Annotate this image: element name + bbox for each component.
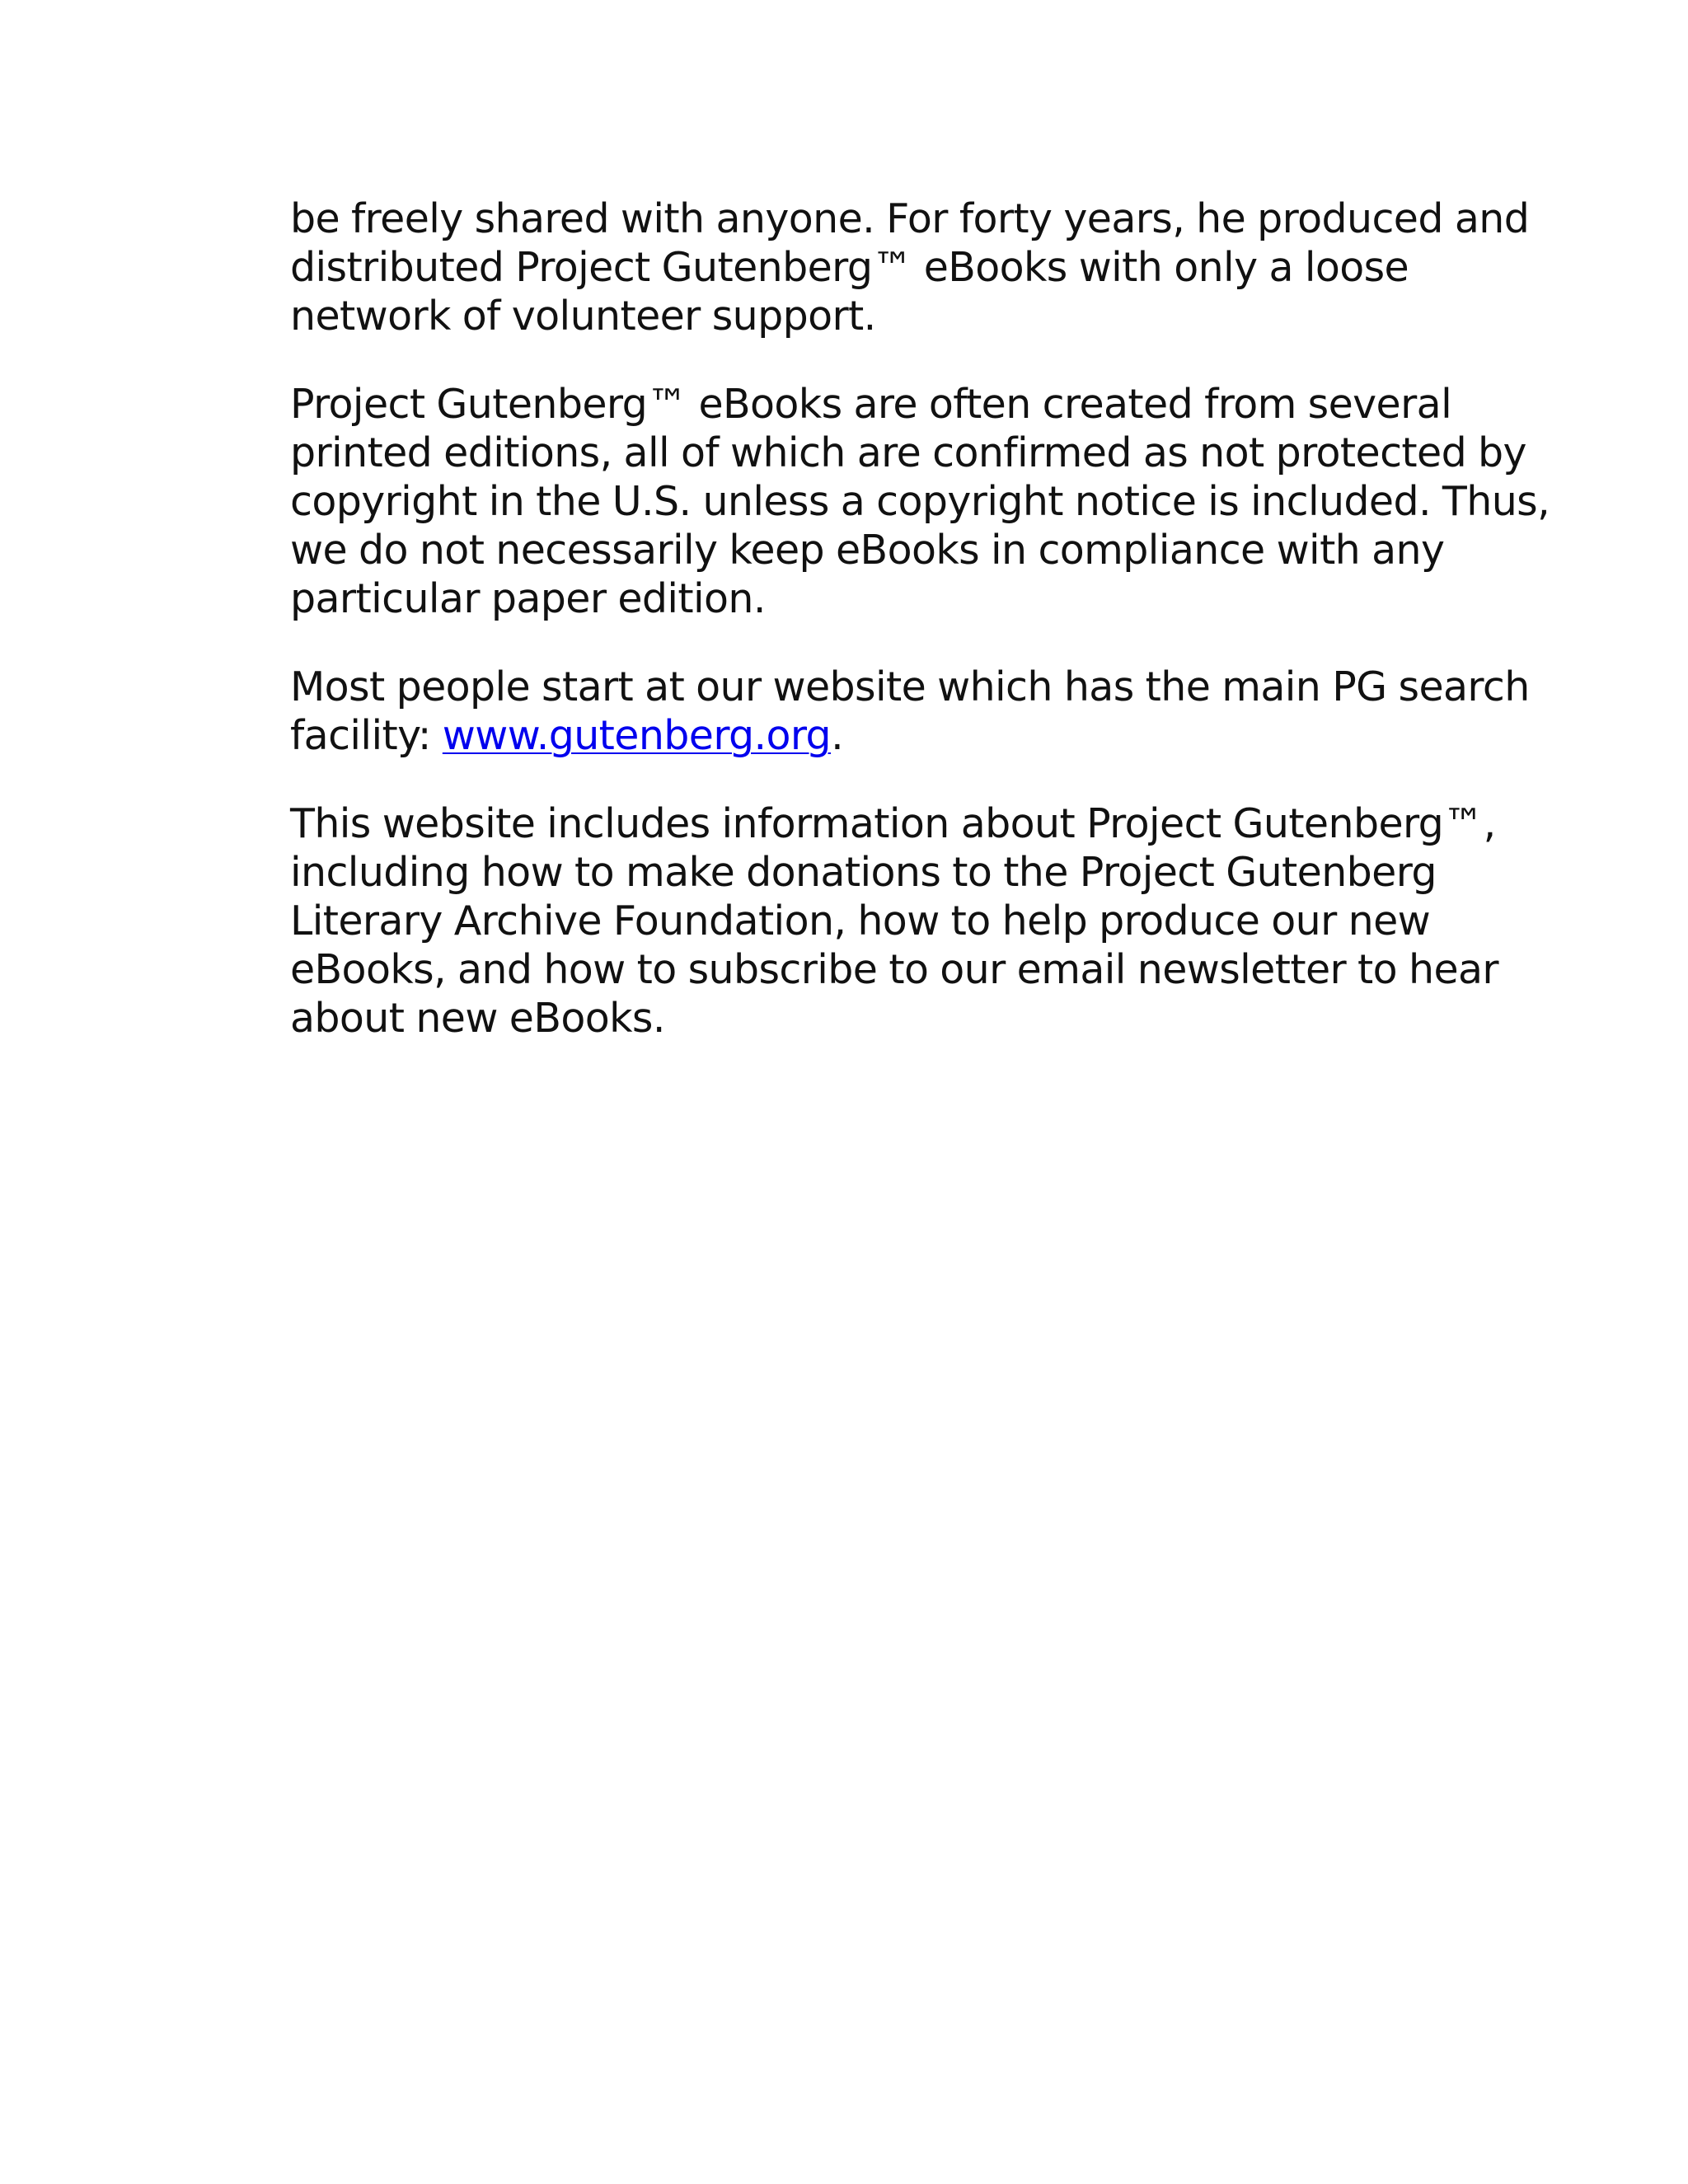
text-line: Literary Archive Foundation, how to help produce our new xyxy=(290,898,1431,944)
text-line: be freely shared with anyone. For forty years, he produced and xyxy=(290,195,1530,242)
text-line: about new eBooks. xyxy=(290,995,665,1042)
text-line: Most people start at our website which has the main PG search xyxy=(290,663,1530,710)
text-line: copyright in the U.S. unless a copyright notice is included. Thus, xyxy=(290,478,1550,525)
text-line: printed editions, all of which are confirmed as not protected by xyxy=(290,429,1526,476)
paragraph-website xyxy=(290,663,1530,760)
text-line: we do not necessarily keep eBooks in compliance with any xyxy=(290,527,1445,574)
text-line: This website includes information about Project Gutenberg™, xyxy=(290,800,1496,847)
text-line: Project Gutenberg™ eBooks are often created from several xyxy=(290,381,1452,428)
text-line: network of volunteer support. xyxy=(290,293,876,340)
paragraph-website-info xyxy=(290,799,1498,1043)
text-line-with-link xyxy=(290,711,1444,760)
text-line: distributed Project Gutenberg™ eBooks with only a loose xyxy=(290,244,1409,291)
link-suffix: . xyxy=(831,712,844,759)
link-prefix: facility: xyxy=(290,712,443,759)
text-line: including how to make donations to the Project Gutenberg xyxy=(290,849,1437,896)
paragraph-editions xyxy=(290,380,1550,623)
text-line: eBooks, and how to subscribe to our email newsletter to hear xyxy=(290,946,1498,993)
text-line: particular paper edition. xyxy=(290,575,766,622)
document-body xyxy=(290,194,1550,1082)
gutenberg-website-link[interactable]: www.gutenberg.org xyxy=(442,712,832,759)
paragraph-volunteer-support xyxy=(290,194,1530,340)
